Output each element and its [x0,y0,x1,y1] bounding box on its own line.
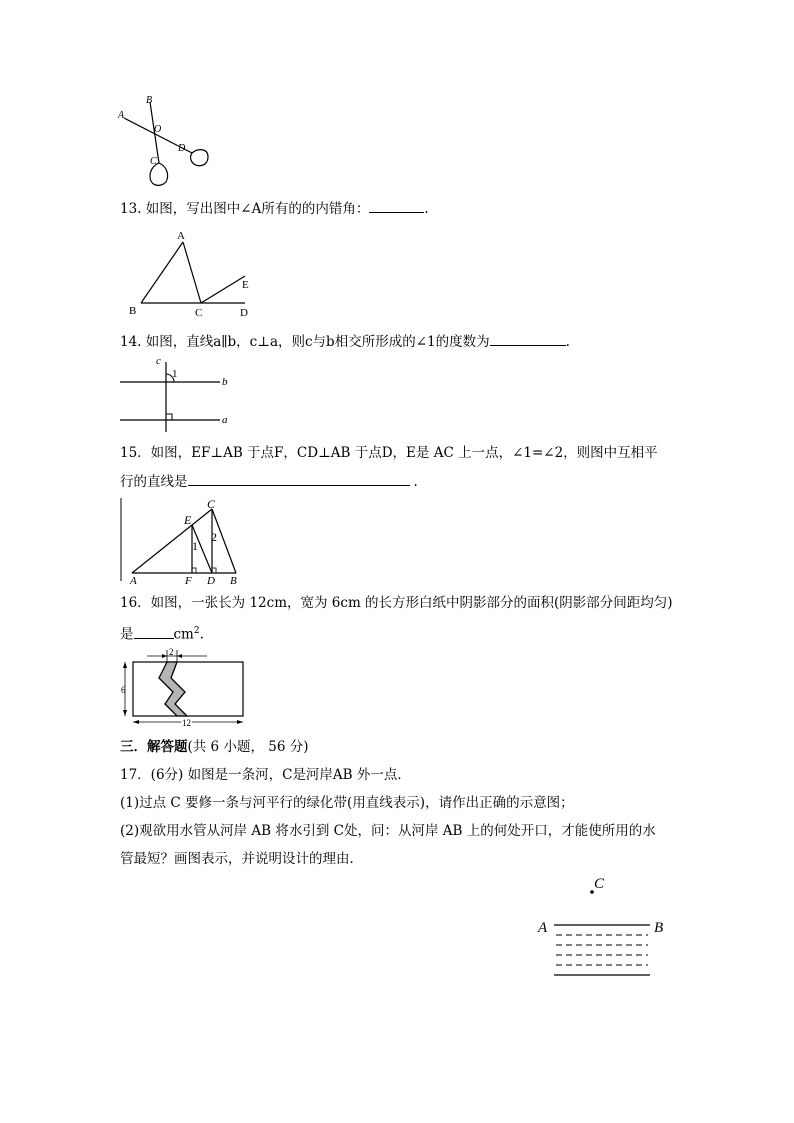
question-16-line-2: 是 $cm^2$. [120,622,204,644]
fig15-label-f: F [185,575,192,586]
scissors-figure [112,90,222,190]
angle-figure-13 [125,228,265,320]
fig17-label-b: B [654,920,664,936]
fig15-label-a: A [130,575,137,586]
fig15-label-e: E [184,513,192,527]
question-17-part-2-line-1: (2)观欲用水管从河岸 AB 将水引到 C处，问：从河岸 AB 上的何处开口，才能使所用的水 [120,823,656,839]
answer-blank-13[interactable] [369,198,424,213]
fig14-label-a: a [222,414,228,426]
fig16-label-6: 6 [121,685,126,695]
fig15-label-d: D [207,575,215,586]
fig13-label-d: D [240,307,248,319]
fig13-label-b: B [129,305,137,317]
fig12-label-b: B [146,95,153,106]
question-16-line-1: 16．如图，一张长为 12cm，宽为 6cm 的长方形白纸中阴影部分的面积(阴影部分间距均匀) [120,595,673,611]
fig17-label-a: A [538,920,548,936]
fig15-label-b: B [230,575,237,586]
section-detail: (共 6 小题， 56 分) [187,739,309,755]
question-14: 14. 如图，直线a∥b，c⊥a，则c与b相交所形成的∠1的度数为 . [120,331,570,351]
fig13-label-e: E [242,279,249,291]
answer-blank-15[interactable] [188,471,410,486]
section-title: 三．解答题 [120,739,188,755]
question-13-text: 13. 如图，写出图中∠A所有的的内错角： [120,201,370,217]
question-14-text: 14. 如图，直线a∥b，c⊥a，则c与b相交所形成的∠1的度数为 [120,334,490,350]
answer-blank-16[interactable] [134,624,174,639]
fig16-label-12: 12 [182,718,191,728]
question-17-part-1: (1)过点 C 要修一条与河平行的绿化带(用直线表示)，请作出正确的示意图； [120,795,574,811]
question-15-line-1: 15．如图，EF⊥AB 于点F，CD⊥AB 于点D，E是 AC 上一点，∠1=∠2，则图中互相平 [120,445,658,461]
fig14-label-b: b [222,376,228,388]
fig13-label-c: C [195,307,203,319]
rectangle-figure-16 [115,646,255,732]
fig13-label-a: A [177,230,185,242]
parallel-lines-figure-14 [115,352,240,434]
question-15-line-2: 行的直线是 . [120,471,418,491]
fig14-label-1: 1 [172,368,178,380]
fig14-label-c: c [156,355,161,367]
question-13: 13. 如图，写出图中∠A所有的的内错角： . [120,198,429,218]
river-figure-17 [532,868,682,983]
answer-blank-14[interactable] [490,331,566,346]
fig15-label-c: C [207,497,216,511]
question-17-part-2-line-2: 管最短？画图表示，并说明设计的理由． [120,851,363,867]
fig12-label-d: D [178,143,186,154]
fig16-label-2: 2 [169,647,174,657]
fig12-label-c: C [150,156,157,167]
fig12-label-o: O [154,124,162,135]
fig15-label-1: 1 [192,539,198,553]
section-heading [120,738,308,756]
fig12-label-a: A [118,110,125,121]
triangle-figure-15 [118,496,253,586]
fig15-label-2: 2 [211,530,217,544]
fig17-label-c: C [594,876,605,892]
question-17-stem: 17．(6分) 如图是一条河，C是河岸AB 外一点． [120,767,411,783]
